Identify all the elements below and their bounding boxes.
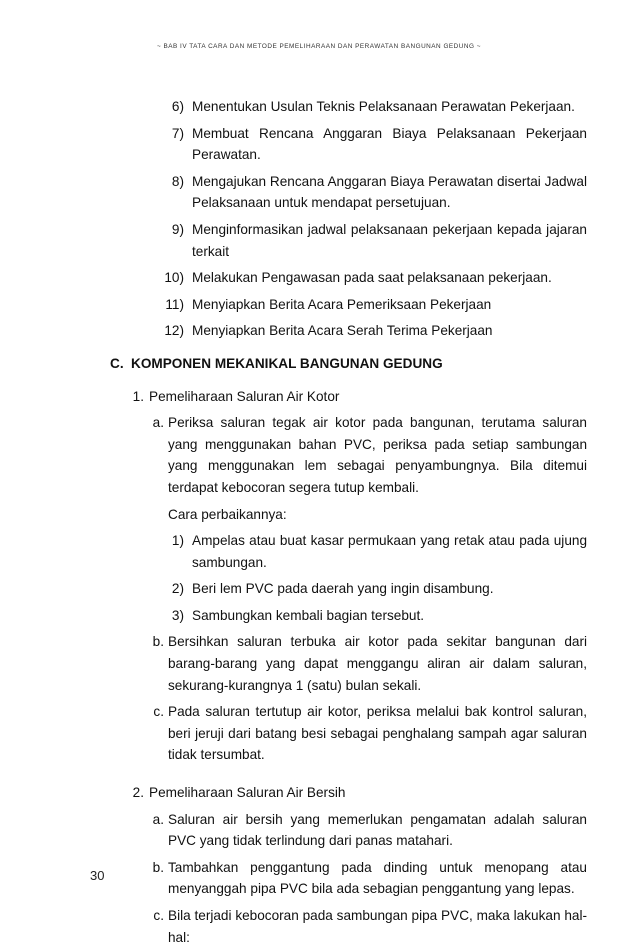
list-item-number: 7)	[171, 125, 184, 141]
list-item-letter: b.	[152, 634, 164, 650]
section-heading	[0, 353, 638, 375]
list-item-letter: c.	[153, 908, 164, 923]
list-item-text: Membuat Rencana Anggaran Biaya Pelaksanaan Pekerjaan Perawatan.	[192, 125, 587, 163]
list-item	[0, 96, 638, 118]
list-item-text: Mengajukan Rencana Anggaran Biaya Perawatan disertai Jadwal Pelaksanaan untuk mendapat persetujuan.	[192, 173, 587, 211]
list-item	[0, 905, 638, 948]
list-item-number: 12)	[164, 323, 184, 339]
list-item-number: 2)	[171, 581, 184, 597]
section-title: KOMPONEN MEKANIKAL BANGUNAN GEDUNG	[131, 355, 443, 371]
list-item	[0, 530, 638, 573]
list-item-text: Sambungkan kembali bagian tersebut.	[192, 607, 424, 623]
list-item-number: 6)	[171, 99, 184, 114]
list-item	[0, 123, 638, 166]
list-item-letter: a.	[152, 811, 164, 827]
list-item-letter: a.	[152, 415, 164, 431]
list-item	[0, 631, 638, 696]
list-item-text: Menyiapkan Berita Acara Pemeriksaan Pekerjaan	[192, 296, 492, 312]
subsection-heading	[0, 386, 638, 408]
list-item	[0, 294, 638, 316]
page-number: 30	[90, 868, 105, 883]
list-item-text: Periksa saluran tegak air kotor pada bangunan, terutama saluran yang menggunakan bahan PVC, periksa pada setiap sambungan yang menggunakan lem sebagai penyambungnya. Bila ditemui terdapat kebocoran segera tutup kembali.	[168, 415, 587, 495]
list-item-text: Menentukan Usulan Teknis Pelaksanaan Perawatan Pekerjaan.	[192, 99, 575, 114]
list-item	[0, 701, 638, 766]
list-item-text: Bersihkan saluran terbuka air kotor pada sekitar bangunan dari barang-barang yang dapat menggangu aliran air dalam saluran, sekurang-kurangnya 1 (satu) bulan sekali.	[168, 634, 587, 693]
list-item-number: 3)	[171, 607, 184, 623]
subsection-number: 1.	[132, 388, 144, 404]
list-item-text: Tambahkan penggantung pada dinding untuk menopang atau menyanggah pipa PVC bila ada sebagian penggantung yang lepas.	[168, 859, 587, 897]
list-item	[0, 412, 638, 498]
list-item-text: Menyiapkan Berita Acara Serah Terima Pekerjaan	[192, 323, 493, 339]
list-item-letter: b.	[152, 859, 164, 875]
list-item	[0, 809, 638, 852]
running-header: ~ BAB IV TATA CARA DAN METODE PEMELIHARAAN DAN PERAWATAN BANGUNAN GEDUNG ~	[156, 43, 482, 50]
subsection-number: 2.	[132, 785, 144, 801]
list-item-text: Ampelas atau buat kasar permukaan yang retak atau pada ujung sambungan.	[192, 533, 587, 570]
list-item-text: Melakukan Pengawasan pada saat pelaksanaan pekerjaan.	[192, 270, 552, 286]
subsection-title: Pemeliharaan Saluran Air Kotor	[149, 388, 340, 404]
list-item-number: 8)	[171, 173, 184, 189]
section-number: C.	[110, 355, 124, 371]
subsection-heading	[0, 782, 638, 804]
list-item-text: Menginformasikan jadwal pelaksanaan pekerjaan kepada jajaran terkait	[192, 221, 587, 259]
paragraph: Cara perbaikannya:	[168, 506, 287, 522]
list-item-number: 11)	[165, 296, 184, 312]
list-item-number: 9)	[171, 221, 184, 237]
list-item	[0, 578, 638, 600]
list-item-text: Bila terjadi kebocoran pada sambungan pipa PVC, maka lakukan hal-hal:	[168, 908, 587, 945]
list-item-text: Beri lem PVC pada daerah yang ingin disambung.	[192, 581, 494, 597]
list-item-text: Pada saluran tertutup air kotor, periksa melalui bak kontrol saluran, beri jeruji dari batang besi sebagai penghalang sampah agar saluran tidak tersumbat.	[168, 704, 587, 763]
list-item-number: 1)	[171, 533, 184, 549]
subsection-title: Pemeliharaan Saluran Air Bersih	[149, 785, 346, 801]
list-item-text: Saluran air bersih yang memerlukan pengamatan adalah saluran PVC yang tidak terlindung dari panas matahari.	[168, 811, 587, 849]
list-item	[0, 605, 638, 627]
list-item	[0, 171, 638, 214]
list-item	[0, 320, 638, 342]
list-item-number: 10)	[164, 270, 184, 286]
list-item	[0, 267, 638, 289]
list-item-letter: c.	[153, 704, 164, 720]
page-content	[0, 96, 638, 948]
list-item	[0, 219, 638, 262]
